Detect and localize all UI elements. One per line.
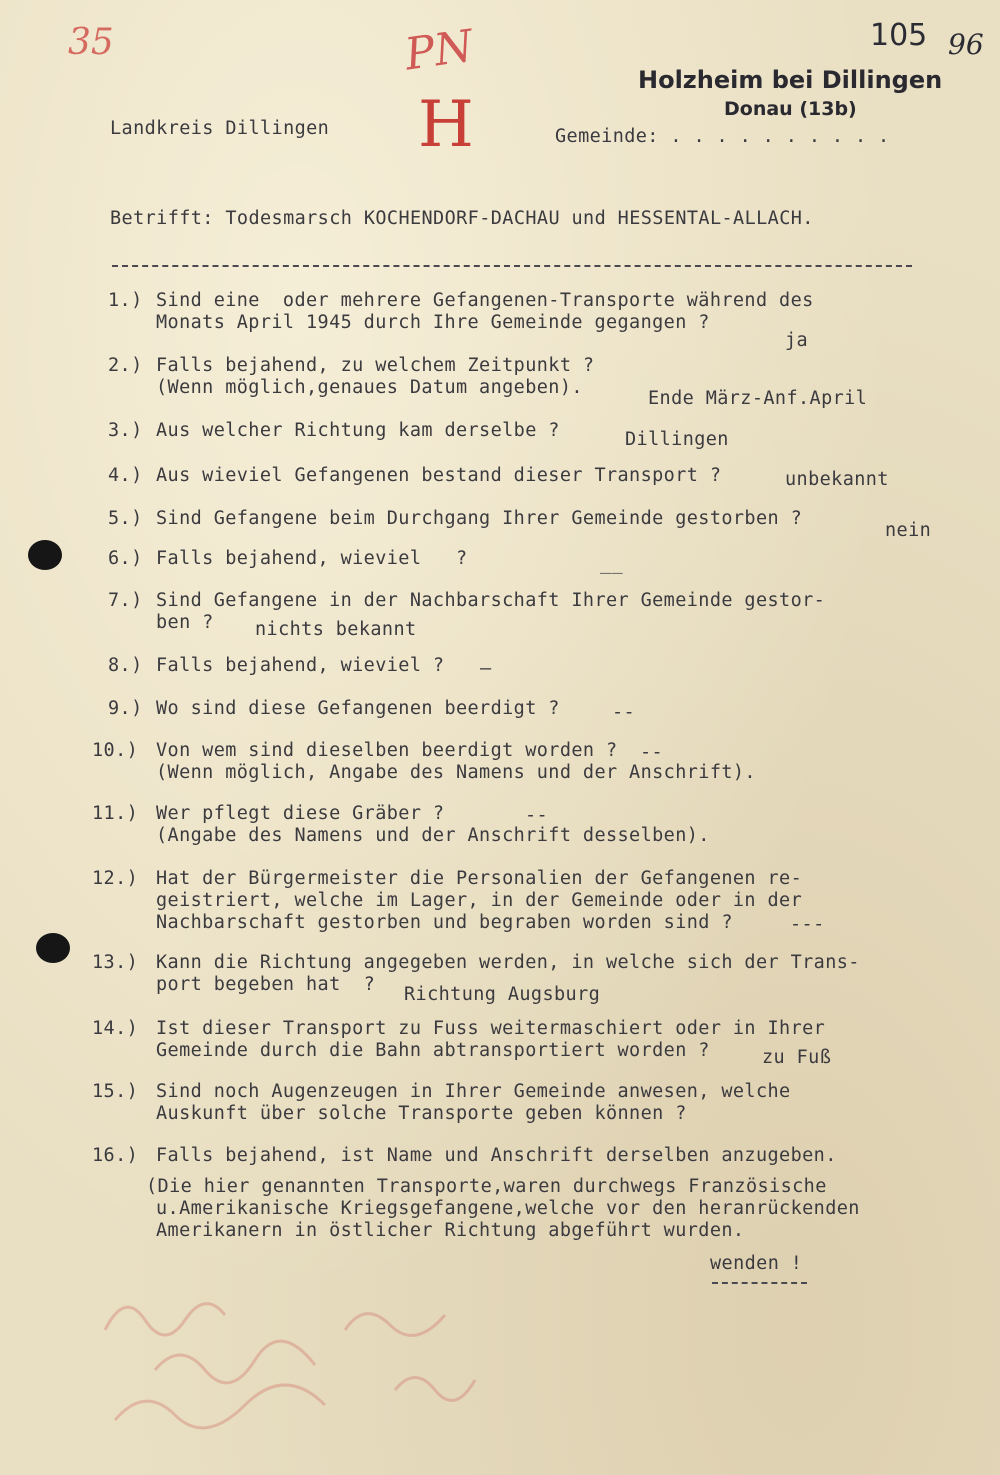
remark-line: u.Amerikanische Kriegsgefangene,welche vor den heranrückenden bbox=[156, 1198, 860, 1219]
question-number: 12.) bbox=[92, 868, 139, 889]
remark-line: Amerikanern in östlicher Richtung abgeführt wurden. bbox=[156, 1220, 745, 1241]
question-text: Sind eine oder mehrere Gefangenen-Transporte während des bbox=[156, 290, 814, 311]
question-text: Falls bejahend, wieviel ? bbox=[156, 655, 445, 676]
question-number: 16.) bbox=[92, 1145, 139, 1166]
stamp-place: Holzheim bei Dillingen bbox=[638, 66, 943, 94]
question-number: 3.) bbox=[108, 420, 143, 441]
question-answer: nein bbox=[885, 520, 932, 541]
question-answer: unbekannt bbox=[785, 469, 889, 490]
question-text: Sind noch Augenzeugen in Ihrer Gemeinde anwesen, welche bbox=[156, 1081, 791, 1102]
question-text: Nachbarschaft gestorben und begraben worden sind ? bbox=[156, 912, 733, 933]
question-text: Auskunft über solche Transporte geben können ? bbox=[156, 1103, 687, 1124]
question-number: 9.) bbox=[108, 698, 143, 719]
question-text: (Wenn möglich, Angabe des Namens und der Anschrift). bbox=[156, 762, 756, 783]
question-number: 13.) bbox=[92, 952, 139, 973]
question-text: port begeben hat ? bbox=[156, 974, 376, 995]
question-answer: -- bbox=[525, 805, 549, 826]
question-answer: __ bbox=[600, 553, 624, 574]
question-answer: -- bbox=[640, 742, 664, 763]
question-answer: zu Fuß bbox=[762, 1047, 832, 1068]
punch-hole-top bbox=[28, 540, 62, 570]
red-initials: PN bbox=[401, 20, 477, 81]
question-text: Sind Gefangene in der Nachbarschaft Ihrer Gemeinde gestor- bbox=[156, 590, 826, 611]
question-text: Von wem sind dieselben beerdigt worden ? bbox=[156, 740, 618, 761]
question-text: Wo sind diese Gefangenen beerdigt ? bbox=[156, 698, 560, 719]
question-number: 10.) bbox=[92, 740, 139, 761]
remark-line: (Die hier genannten Transporte,waren durchwegs Französische bbox=[146, 1176, 827, 1197]
question-text: Sind Gefangene beim Durchgang Ihrer Gemeinde gestorben ? bbox=[156, 508, 803, 529]
gemeinde-label: Gemeinde: . . . . . . . . . . bbox=[555, 126, 890, 147]
red-mark: H bbox=[418, 88, 474, 162]
question-number: 6.) bbox=[108, 548, 143, 569]
question-number: 1.) bbox=[108, 290, 143, 311]
question-number: 14.) bbox=[92, 1018, 139, 1039]
question-text: (Wenn möglich,genaues Datum angeben). bbox=[156, 377, 583, 398]
question-text: Hat der Bürgermeister die Personalien der Gefangenen re- bbox=[156, 868, 803, 889]
landkreis-label: Landkreis Dillingen bbox=[110, 118, 330, 139]
question-number: 4.) bbox=[108, 465, 143, 486]
question-answer: nichts bekannt bbox=[255, 619, 417, 640]
question-text: Falls bejahend, ist Name und Anschrift derselben anzugeben. bbox=[156, 1145, 837, 1166]
question-text: Falls bejahend, wieviel ? bbox=[156, 548, 468, 569]
question-number: 2.) bbox=[108, 355, 143, 376]
question-text: Wer pflegt diese Gräber ? bbox=[156, 803, 445, 824]
question-number: 8.) bbox=[108, 655, 143, 676]
question-text: Gemeinde durch die Bahn abtransportiert worden ? bbox=[156, 1040, 710, 1061]
punch-hole-bottom bbox=[36, 933, 70, 963]
question-answer: ja bbox=[785, 330, 809, 351]
question-text: Kann die Richtung angegeben werden, in welche sich der Trans- bbox=[156, 952, 860, 973]
question-text: ben ? bbox=[156, 612, 214, 633]
question-text: Ist dieser Transport zu Fuss weitermaschiert oder in Ihrer bbox=[156, 1018, 826, 1039]
turn-over-underline bbox=[712, 1282, 807, 1284]
question-text: Falls bejahend, zu welchem Zeitpunkt ? bbox=[156, 355, 595, 376]
stamp-region: Donau (13b) bbox=[724, 98, 857, 120]
question-number: 7.) bbox=[108, 590, 143, 611]
question-answer: Dillingen bbox=[625, 429, 729, 450]
question-answer: Ende März-Anf.April bbox=[648, 388, 868, 409]
faint-handwriting-scribble bbox=[95, 1270, 575, 1450]
question-text: Aus welcher Richtung kam derselbe ? bbox=[156, 420, 560, 441]
question-number: 11.) bbox=[92, 803, 139, 824]
separator-line bbox=[112, 265, 912, 267]
question-text: (Angabe des Namens und der Anschrift desselben). bbox=[156, 825, 710, 846]
question-text: geistriert, welche im Lager, in der Gemeinde oder in der bbox=[156, 890, 803, 911]
question-number: 15.) bbox=[92, 1081, 139, 1102]
question-answer: — bbox=[480, 658, 492, 679]
turn-over-note: wenden ! bbox=[710, 1253, 803, 1274]
subject-line: Betrifft: Todesmarsch KOCHENDORF-DACHAU und HESSENTAL-ALLACH. bbox=[110, 208, 814, 229]
page-number: 105 bbox=[870, 18, 928, 53]
page-mark: 96 bbox=[948, 28, 984, 61]
question-number: 5.) bbox=[108, 508, 143, 529]
question-text: Aus wieviel Gefangenen bestand dieser Transport ? bbox=[156, 465, 722, 486]
archive-number: 35 bbox=[68, 22, 114, 63]
question-answer: -- bbox=[612, 702, 636, 723]
question-answer: --- bbox=[790, 914, 825, 935]
question-text: Monats April 1945 durch Ihre Gemeinde gegangen ? bbox=[156, 312, 710, 333]
question-answer: Richtung Augsburg bbox=[404, 984, 601, 1005]
